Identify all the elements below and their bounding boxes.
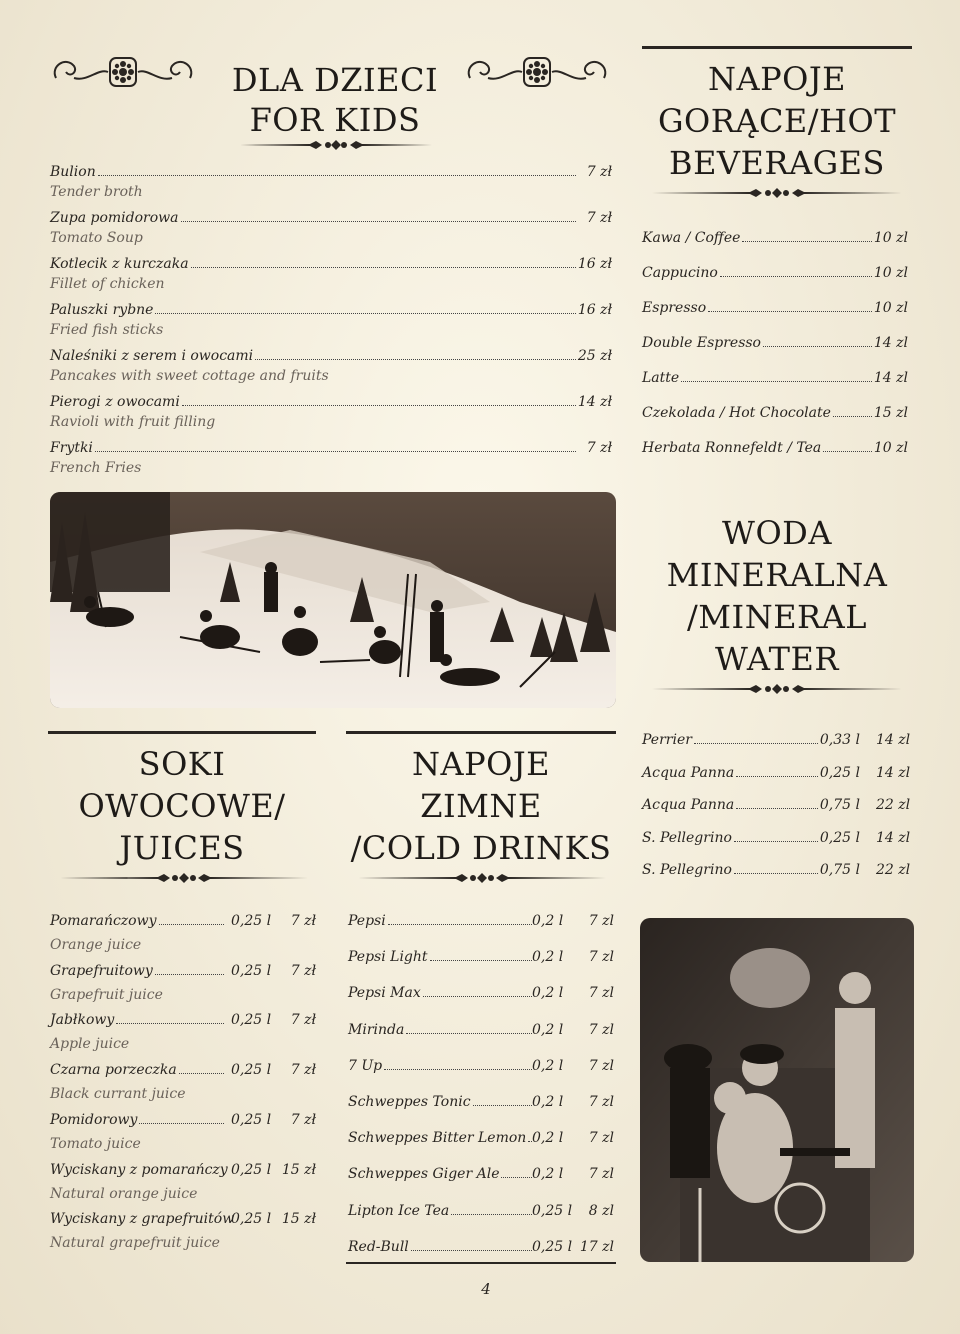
dot-leader	[255, 359, 576, 360]
juice-item	[50, 1162, 226, 1178]
scroll-ornament-right	[462, 48, 612, 96]
kids-item	[50, 302, 612, 318]
juice-item	[50, 1062, 226, 1078]
water-item-name: S. Pellegrino	[642, 829, 732, 846]
cold-item-name: 7 Up	[348, 1057, 383, 1074]
kids-item-name: Naleśniki z serem i owocami	[50, 348, 254, 364]
kids-item-name: Frytki	[50, 440, 93, 456]
dot-leader	[430, 960, 532, 961]
juice-item-volume: 0,25 l	[231, 962, 272, 979]
dot-leader	[681, 381, 872, 382]
juice-item-translation: Natural grapefruit juice	[50, 1235, 220, 1252]
cold-item-price: 7 zl	[588, 913, 614, 929]
juice-item-name: Wyciskany z grapefruitów	[50, 1211, 235, 1228]
juice-item-volume: 0,25 l	[231, 1111, 272, 1128]
juice-item-translation: Grapefruit juice	[50, 986, 163, 1003]
hot-item	[642, 370, 908, 386]
water-item-volume: 0,75 l	[819, 862, 860, 878]
hot-heading	[642, 58, 912, 184]
kids-item	[50, 256, 612, 272]
dot-leader	[95, 451, 576, 452]
cold-item	[348, 985, 534, 1001]
juice-item	[50, 1211, 235, 1228]
cold-item-price: 7 zl	[588, 1094, 614, 1110]
kids-item-translation: Tomato Soup	[50, 230, 143, 246]
kids-item-name: Pierogi z owocami	[50, 394, 180, 410]
cold-item	[348, 1094, 534, 1110]
juice-item-name: Czarna porzeczka	[50, 1062, 177, 1079]
water-item-name: Acqua Panna	[642, 764, 735, 781]
cold-item-name: Schweppes Tonic	[348, 1094, 471, 1110]
water-item-volume: 0,75 l	[819, 797, 860, 813]
juice-item-name: Jabłkowy	[50, 1012, 115, 1029]
kids-item	[50, 440, 612, 456]
kids-item-translation: Pancakes with sweet cottage and fruits	[50, 368, 329, 384]
dot-leader	[155, 313, 575, 314]
water-title-line2: MINERALNA	[666, 556, 888, 594]
cold-item	[348, 1058, 534, 1074]
dot-leader	[763, 346, 872, 347]
cold-title-line3: /COLD DRINKS	[350, 829, 612, 867]
hot-item-name: Kawa / Coffee	[642, 230, 741, 246]
dot-leader	[384, 1069, 532, 1070]
hot-item-price: 10 zl	[873, 265, 908, 281]
cold-item-name: Schweppes Bitter Lemon	[348, 1130, 527, 1147]
cold-item-volume: 0,2 l	[532, 1057, 564, 1074]
cold-item-volume: 0,25 l	[532, 1202, 573, 1219]
water-item-price: 14 zl	[876, 732, 911, 748]
cold-item-name: Pepsi Max	[348, 985, 421, 1002]
kids-item-translation: Tender broth	[50, 184, 143, 200]
hot-item	[642, 440, 908, 456]
hot-title-line3: BEVERAGES	[669, 144, 885, 182]
dot-leader	[139, 1123, 224, 1124]
kids-item-price: 16 zł	[577, 302, 612, 318]
dot-leader	[159, 924, 225, 925]
cold-item-volume: 0,25 l	[532, 1238, 573, 1255]
cold-item-volume: 0,2 l	[532, 1094, 564, 1110]
cold-item-price: 7 zl	[588, 1166, 614, 1183]
cafe-photo	[640, 918, 914, 1262]
cold-heading	[346, 743, 616, 869]
cold-item-name: Pepsi Light	[348, 949, 428, 966]
cold-item	[348, 1166, 534, 1182]
water-item-name: Perrier	[642, 732, 692, 748]
kids-title-line2: FOR KIDS	[249, 101, 421, 139]
cold-item-volume: 0,2 l	[532, 985, 564, 1002]
kids-item-price: 14 zł	[577, 394, 612, 410]
dot-leader	[116, 1023, 224, 1024]
kids-item-name: Bulion	[50, 164, 96, 180]
cold-item-price: 7 zl	[588, 1130, 614, 1147]
juice-item-price: 7 zł	[290, 1012, 316, 1029]
juice-item	[50, 913, 226, 929]
cold-item-price: 17 zl	[579, 1238, 614, 1255]
hot-title-line2: GORĄCE/HOT	[657, 102, 897, 140]
cold-item-name: Pepsi	[348, 913, 386, 929]
cold-item-volume: 0,2 l	[532, 1130, 564, 1147]
kids-item-translation: Ravioli with fruit filling	[50, 414, 216, 430]
dot-leader	[155, 974, 224, 975]
juice-item-translation: Tomato juice	[50, 1135, 141, 1152]
cold-item	[348, 1130, 534, 1146]
cold-item-name: Lipton Ice Tea	[348, 1202, 450, 1219]
dot-leader	[736, 776, 818, 777]
kids-item	[50, 394, 612, 410]
water-item-price: 22 zl	[876, 797, 911, 813]
kids-item-price: 16 zł	[577, 256, 612, 272]
kids-item	[50, 210, 612, 226]
dot-leader	[411, 1250, 532, 1251]
kids-title-line1: DLA DZIECI	[231, 61, 439, 99]
juices-title-line3: JUICES	[119, 829, 245, 867]
juice-item-price: 7 zł	[290, 1111, 316, 1128]
dot-leader	[473, 1105, 532, 1106]
kids-item	[50, 348, 612, 364]
dot-leader	[734, 841, 818, 842]
juices-top-rule	[48, 731, 316, 734]
kids-item-price: 7 zł	[586, 210, 612, 226]
kids-item-name: Kotlecik z kurczaka	[50, 256, 189, 272]
juice-item-translation: Black currant juice	[50, 1086, 186, 1103]
cold-item-volume: 0,2 l	[532, 1021, 564, 1038]
juices-divider-ornament	[60, 871, 308, 885]
hot-item-name: Cappucino	[642, 265, 718, 281]
juices-title-line2: OWOCOWE/	[78, 787, 286, 825]
hot-item-name: Czekolada / Hot Chocolate	[642, 405, 831, 421]
dot-leader	[191, 267, 576, 268]
juice-item-price: 15 zł	[281, 1161, 316, 1178]
dot-leader	[98, 175, 576, 176]
juice-item-price: 7 zł	[290, 962, 316, 979]
water-item	[642, 862, 911, 878]
dot-leader	[182, 405, 576, 406]
dot-leader	[406, 1033, 532, 1034]
water-item	[642, 764, 911, 781]
water-item-price: 22 zl	[876, 862, 911, 878]
footer-rule	[346, 1262, 616, 1264]
juice-item-translation: Natural orange juice	[50, 1185, 198, 1202]
water-item	[642, 797, 911, 813]
juice-item-translation: Apple juice	[50, 1036, 130, 1053]
juice-item	[50, 1112, 226, 1128]
cold-item-volume: 0,2 l	[532, 1166, 564, 1183]
juice-item	[50, 1012, 226, 1028]
water-item-volume: 0,25 l	[819, 764, 860, 781]
hot-item	[642, 230, 908, 246]
water-item-price: 14 zl	[876, 829, 911, 846]
kids-heading	[222, 60, 448, 140]
hot-item-price: 10 zl	[873, 230, 908, 246]
cold-title-line1: NAPOJE	[411, 745, 551, 783]
hot-title-line1: NAPOJE	[707, 60, 847, 98]
water-title-line1: WODA	[722, 514, 832, 552]
hot-item-price: 15 zl	[873, 405, 908, 421]
dot-leader	[451, 1214, 532, 1215]
hot-item	[642, 265, 908, 281]
cold-item-price: 7 zl	[588, 985, 614, 1002]
juice-item-volume: 0,25 l	[231, 913, 272, 929]
cold-top-rule	[346, 731, 616, 734]
dot-leader	[694, 743, 818, 744]
hot-item-name: Latte	[642, 370, 680, 386]
water-item	[642, 829, 911, 846]
dot-leader	[388, 924, 532, 925]
hot-item	[642, 405, 908, 421]
juice-item-name: Wyciskany z pomarańczy	[50, 1161, 228, 1178]
water-divider-ornament	[652, 682, 902, 696]
kids-item-price: 7 zł	[586, 440, 612, 456]
juice-item-volume: 0,25 l	[231, 1211, 272, 1228]
water-item-volume: 0,25 l	[819, 829, 860, 846]
cold-item	[348, 949, 534, 965]
water-item-name: Acqua Panna	[642, 797, 735, 813]
cold-item-price: 8 zl	[588, 1202, 614, 1219]
cold-item	[348, 913, 534, 929]
juice-item-name: Pomarańczowy	[50, 913, 157, 929]
hot-item	[642, 335, 908, 351]
dot-leader	[720, 276, 872, 277]
kids-divider-ornament	[240, 138, 432, 152]
juice-item	[50, 963, 226, 979]
juice-item-name: Grapefruitowy	[50, 962, 153, 979]
juice-item-price: 7 zł	[290, 913, 316, 929]
hot-item-price: 10 zl	[873, 440, 908, 456]
juice-item-volume: 0,25 l	[231, 1012, 272, 1029]
dot-leader	[833, 416, 872, 417]
dot-leader	[742, 241, 871, 242]
dot-leader	[501, 1177, 532, 1178]
water-heading	[642, 512, 912, 680]
water-item-volume: 0,33 l	[819, 732, 860, 748]
cold-item-price: 7 zl	[588, 1057, 614, 1074]
dot-leader	[736, 808, 818, 809]
water-title-line3: /MINERAL	[687, 598, 867, 636]
cold-item-name: Mirinda	[348, 1021, 405, 1038]
water-item-name: S. Pellegrino	[642, 862, 732, 878]
hot-item-name: Herbata Ronnefeldt / Tea	[642, 440, 822, 456]
kids-item-translation: Fried fish sticks	[50, 322, 164, 338]
ski-photo	[50, 492, 616, 708]
kids-item-name: Zupa pomidorowa	[50, 210, 179, 226]
cold-item-volume: 0,2 l	[532, 949, 564, 966]
juice-item-name: Pomidorowy	[50, 1111, 138, 1128]
kids-item-translation: French Fries	[50, 460, 142, 476]
hot-item-name: Espresso	[642, 300, 707, 316]
juice-item-price: 7 zł	[290, 1062, 316, 1079]
juice-item-volume: 0,25 l	[231, 1161, 272, 1178]
juices-title-line1: SOKI	[138, 745, 226, 783]
scroll-ornament-left	[48, 48, 198, 96]
dot-leader	[708, 311, 872, 312]
hot-item-price: 10 zl	[873, 300, 908, 316]
kids-item-price: 7 zł	[586, 164, 612, 180]
water-item	[642, 732, 911, 748]
kids-item-name: Paluszki rybne	[50, 302, 154, 318]
dot-leader	[823, 451, 872, 452]
page-number: 4	[481, 1280, 491, 1298]
cold-item-price: 7 zl	[588, 949, 614, 966]
cold-item-volume: 0,2 l	[532, 913, 564, 929]
hot-item	[642, 300, 908, 316]
kids-item-translation: Fillet of chicken	[50, 276, 165, 292]
juice-item-price: 15 zł	[281, 1211, 316, 1228]
hot-item-price: 14 zl	[873, 370, 908, 386]
cold-divider-ornament	[358, 871, 606, 885]
hot-item-name: Double Espresso	[642, 335, 761, 351]
dot-leader	[423, 996, 532, 997]
juice-item-volume: 0,25 l	[231, 1062, 272, 1079]
cold-item-name: Red-Bull	[348, 1238, 409, 1255]
cold-item	[348, 1203, 534, 1219]
juices-heading	[48, 743, 316, 869]
kids-item-price: 25 zł	[577, 348, 612, 364]
dot-leader	[179, 1073, 224, 1074]
water-item-price: 14 zl	[876, 764, 911, 781]
cold-item-name: Schweppes Giger Ale	[348, 1166, 500, 1183]
cold-title-line2: ZIMNE	[420, 787, 542, 825]
hot-divider-ornament	[652, 186, 902, 200]
juice-item-translation: Orange juice	[50, 937, 142, 953]
cold-item-price: 7 zl	[588, 1021, 614, 1038]
dot-leader	[734, 873, 818, 874]
cold-item	[348, 1239, 534, 1255]
water-title-line4: WATER	[715, 640, 839, 678]
dot-leader	[181, 221, 577, 222]
kids-item	[50, 164, 612, 180]
cold-item	[348, 1022, 534, 1038]
hot-top-rule	[642, 46, 912, 49]
hot-item-price: 14 zl	[873, 335, 908, 351]
